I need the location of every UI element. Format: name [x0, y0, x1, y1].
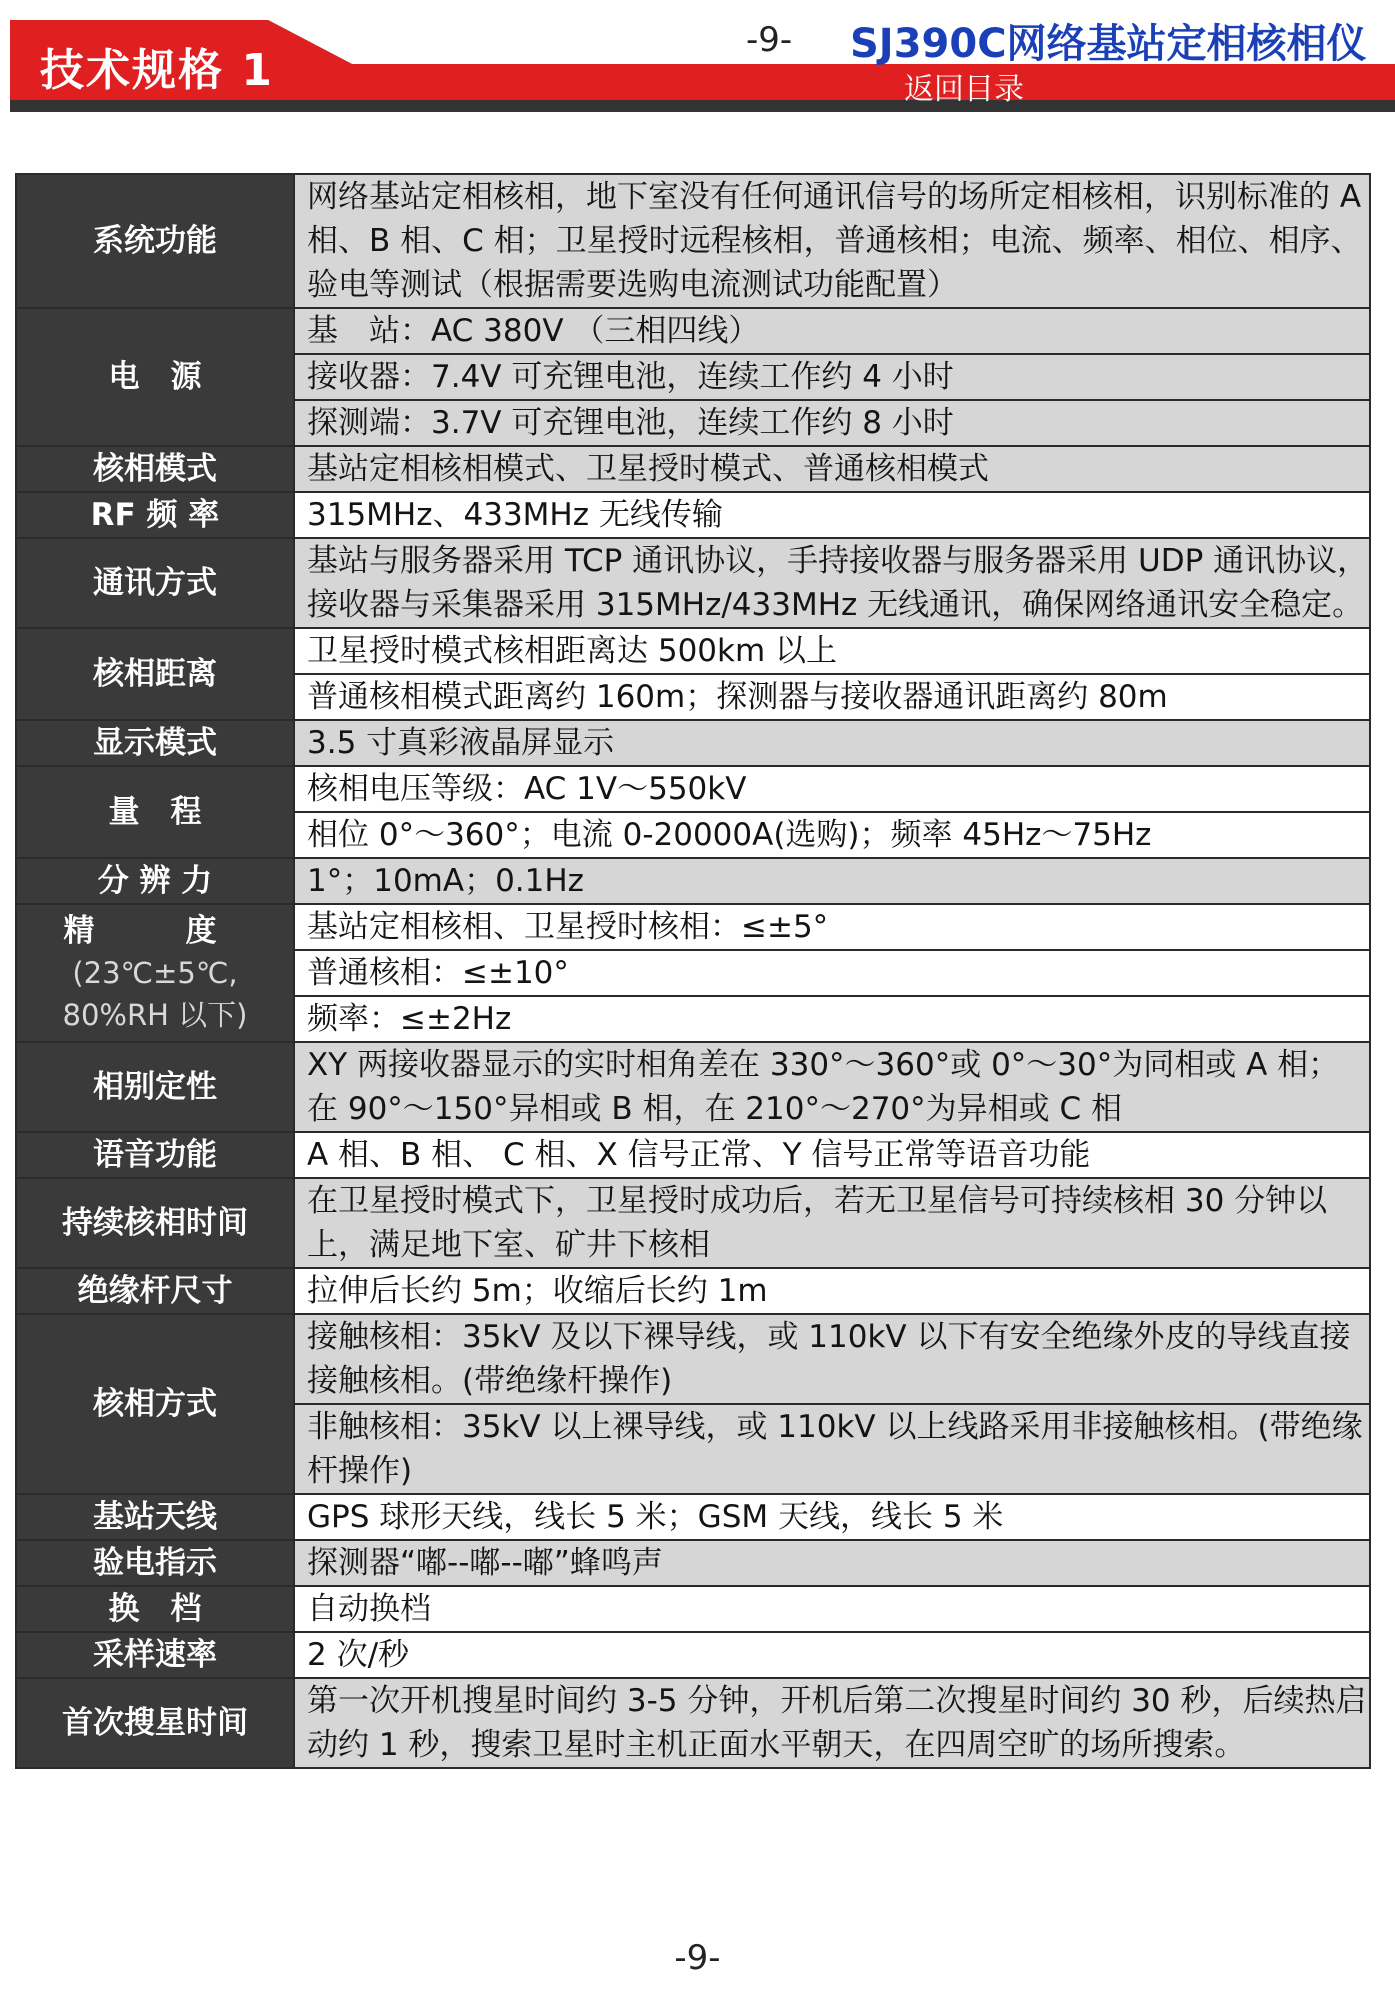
page-number-bottom: -9- [674, 1938, 721, 1978]
row-label: 量 程 [16, 766, 294, 858]
table-row [16, 904, 1370, 950]
row-label: 分 辨 力 [16, 858, 294, 904]
row-value: 基 站：AC 380V （三相四线） [294, 308, 1370, 354]
row-value: 1°；10mA；0.1Hz [294, 858, 1370, 904]
table-row [16, 1314, 1370, 1404]
row-label: 显示模式 [16, 720, 294, 766]
accuracy-label: 精 度 [63, 913, 247, 949]
accuracy-condition-temp: (23℃±5℃, [72, 956, 238, 990]
table-row [16, 1268, 1370, 1314]
row-value: 相位 0°～360°；电流 0-20000A(选购)；频率 45Hz～75Hz [294, 812, 1370, 858]
row-label: 持续核相时间 [16, 1178, 294, 1268]
table-row [16, 538, 1370, 628]
row-value: 探测器“嘟--嘟--嘟”蜂鸣声 [294, 1540, 1370, 1586]
row-label: 采样速率 [16, 1632, 294, 1678]
table-row [16, 766, 1370, 812]
table-row [16, 720, 1370, 766]
row-label: 语音功能 [16, 1132, 294, 1178]
table-row [16, 1632, 1370, 1678]
row-label: 核相距离 [16, 628, 294, 720]
row-value: 频率：≤±2Hz [294, 996, 1370, 1042]
row-label: 首次搜星时间 [16, 1678, 294, 1768]
row-value: 网络基站定相核相，地下室没有任何通讯信号的场所定相核相，识别标准的 A 相、B 相、C 相；卫星授时远程核相，普通核相；电流、频率、相位、相序、验电等测试（根据需要选购电流测试功能配置） [294, 174, 1370, 308]
row-label-accuracy [16, 904, 294, 1042]
table-row [16, 1586, 1370, 1632]
section-title: 技术规格 1 [40, 45, 274, 96]
row-label: 相别定性 [16, 1042, 294, 1132]
row-value: 基站与服务器采用 TCP 通讯协议，手持接收器与服务器采用 UDP 通讯协议，接收器与采集器采用 315MHz/433MHz 无线通讯，确保网络通讯安全稳定。 [294, 538, 1370, 628]
table-row [16, 446, 1370, 492]
row-value: 自动换档 [294, 1586, 1370, 1632]
row-value: 接触核相：35kV 及以下裸导线，或 110kV 以下有安全绝缘外皮的导线直接接触核相。(带绝缘杆操作) [294, 1314, 1370, 1404]
row-label: 电 源 [16, 308, 294, 446]
row-label: 核相方式 [16, 1314, 294, 1494]
row-value: XY 两接收器显示的实时相角差在 330°～360°或 0°～30°为同相或 A 相；在 90°～150°异相或 B 相，在 210°～270°为异相或 C 相 [294, 1042, 1370, 1132]
table-row [16, 628, 1370, 674]
row-value: 基站定相核相、卫星授时核相：≤±5° [294, 904, 1370, 950]
table-row [16, 174, 1370, 308]
row-label: 核相模式 [16, 446, 294, 492]
row-label: 验电指示 [16, 1540, 294, 1586]
row-value: 2 次/秒 [294, 1632, 1370, 1678]
row-label: 基站天线 [16, 1494, 294, 1540]
row-label: 系统功能 [16, 174, 294, 308]
table-row [16, 308, 1370, 354]
row-value: 3.5 寸真彩液晶屏显示 [294, 720, 1370, 766]
row-value: 在卫星授时模式下，卫星授时成功后，若无卫星信号可持续核相 30 分钟以上，满足地下室、矿井下核相 [294, 1178, 1370, 1268]
row-value: 探测端：3.7V 可充锂电池，连续工作约 8 小时 [294, 400, 1370, 446]
row-value: 普通核相模式距离约 160m；探测器与接收器通讯距离约 80m [294, 674, 1370, 720]
row-value: 普通核相：≤±10° [294, 950, 1370, 996]
row-value: 第一次开机搜星时间约 3-5 分钟，开机后第二次搜星时间约 30 秒，后续热启动约 1 秒，搜索卫星时主机正面水平朝天，在四周空旷的场所搜索。 [294, 1678, 1370, 1768]
table-row [16, 1494, 1370, 1540]
table-row [16, 1678, 1370, 1768]
row-label: 绝缘杆尺寸 [16, 1268, 294, 1314]
row-value: 卫星授时模式核相距离达 500km 以上 [294, 628, 1370, 674]
row-value: 315MHz、433MHz 无线传输 [294, 492, 1370, 538]
table-row [16, 1540, 1370, 1586]
table-row [16, 492, 1370, 538]
row-label: 换 档 [16, 1586, 294, 1632]
row-value: A 相、B 相、 C 相、X 信号正常、Y 信号正常等语音功能 [294, 1132, 1370, 1178]
row-value: 基站定相核相模式、卫星授时模式、普通核相模式 [294, 446, 1370, 492]
row-value: 接收器：7.4V 可充锂电池，连续工作约 4 小时 [294, 354, 1370, 400]
table-row [16, 1042, 1370, 1132]
table-row [16, 858, 1370, 904]
row-label: 通讯方式 [16, 538, 294, 628]
accuracy-condition-humidity: 80%RH 以下) [62, 998, 248, 1032]
row-value: GPS 球形天线，线长 5 米；GSM 天线，线长 5 米 [294, 1494, 1370, 1540]
row-value: 核相电压等级：AC 1V～550kV [294, 766, 1370, 812]
back-to-contents-link[interactable]: 返回目录 [904, 72, 1024, 107]
row-value: 拉伸后长约 5m；收缩后长约 1m [294, 1268, 1370, 1314]
spec-table [15, 173, 1371, 1769]
table-row [16, 1132, 1370, 1178]
row-label: RF 频 率 [16, 492, 294, 538]
page-number-top: -9- [746, 20, 793, 60]
table-row [16, 1178, 1370, 1268]
product-title: SJ390C网络基站定相核相仪 [850, 21, 1367, 67]
row-value: 非触核相：35kV 以上裸导线，或 110kV 以上线路采用非接触核相。(带绝缘杆操作) [294, 1404, 1370, 1494]
page-header [0, 0, 1395, 125]
